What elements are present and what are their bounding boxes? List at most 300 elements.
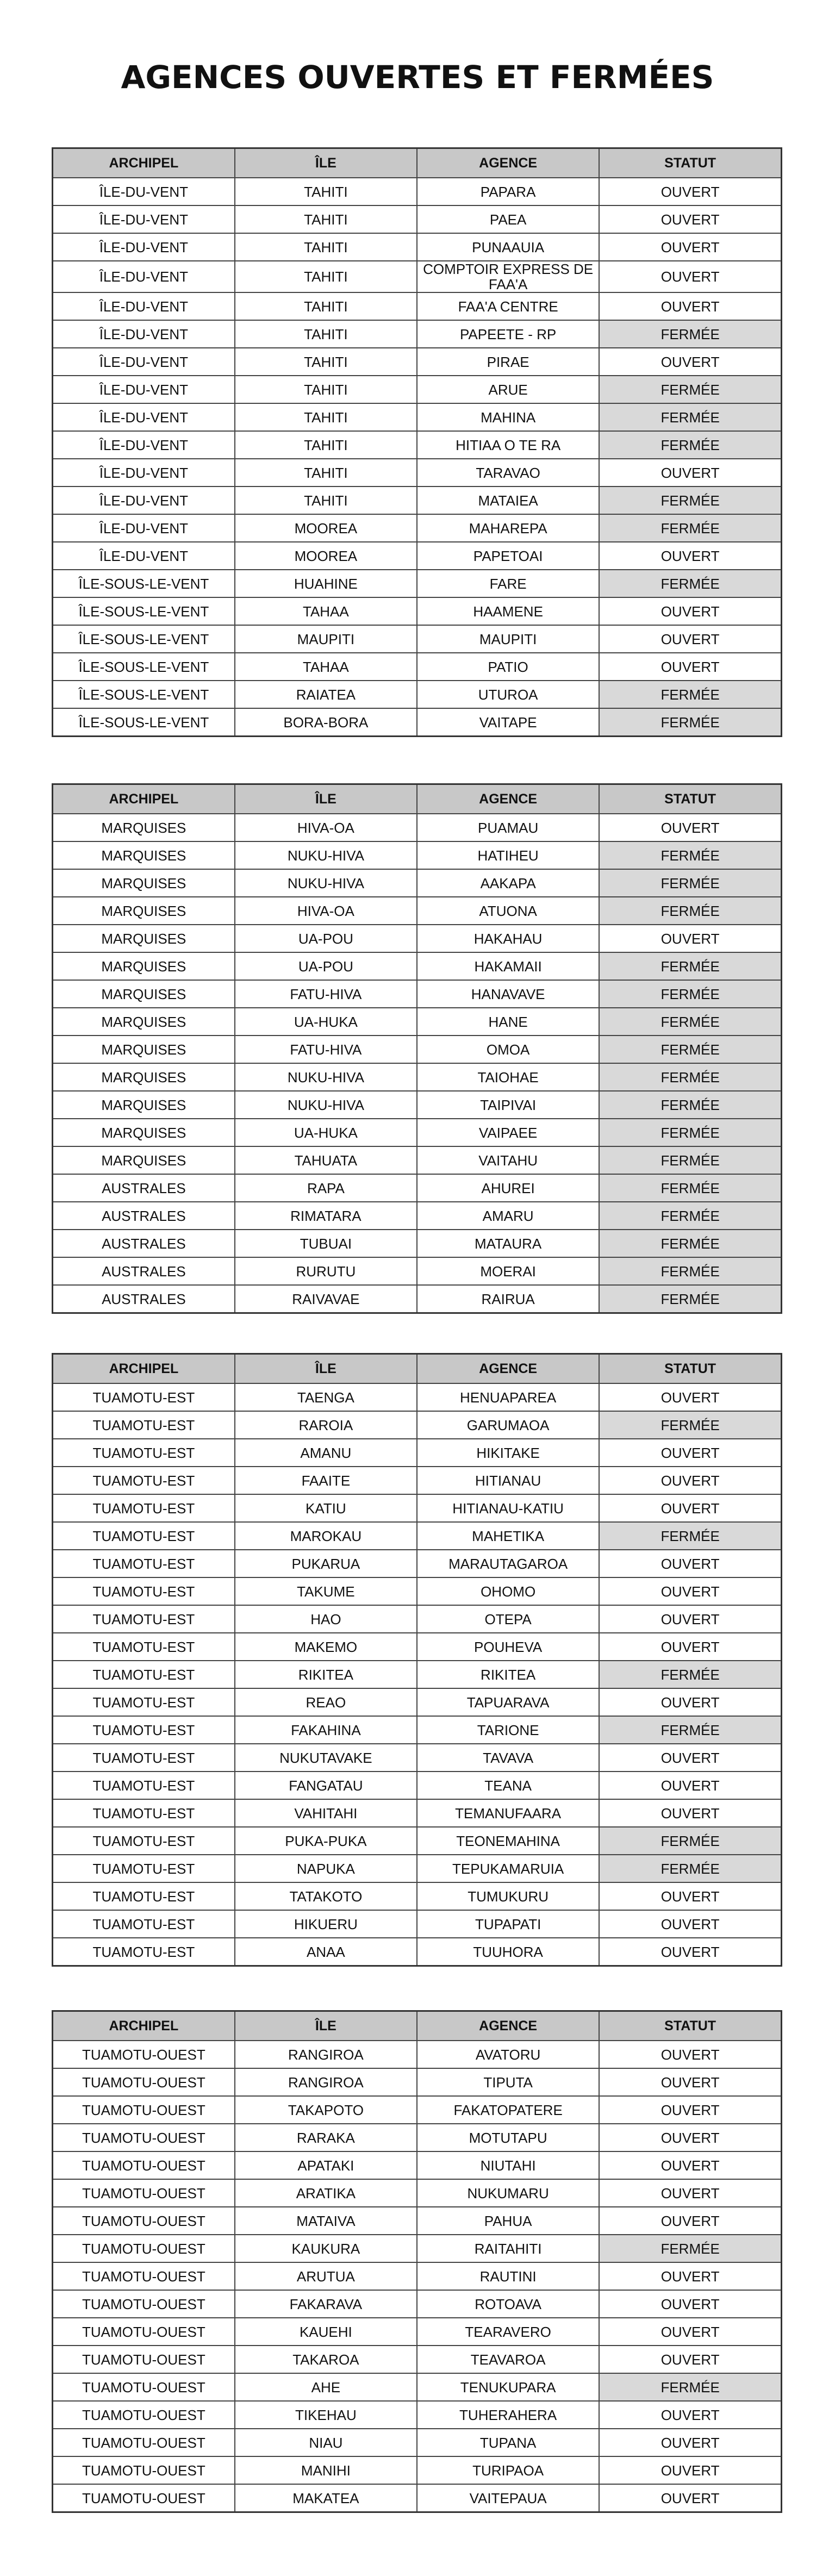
table-row <box>53 841 782 869</box>
cell-agence: TARIONE <box>417 1716 599 1744</box>
cell-agence: TARAVAO <box>417 459 599 486</box>
table-row <box>53 178 782 205</box>
cell-archipel: MARQUISES <box>53 952 235 980</box>
cell-agence: MOERAI <box>417 1257 599 1285</box>
cell-archipel: ÎLE-DU-VENT <box>53 292 235 320</box>
cell-ile: RAROIA <box>235 1411 417 1439</box>
table-row <box>53 1146 782 1174</box>
cell-ile: KAUKURA <box>235 2235 417 2262</box>
cell-archipel: TUAMOTU-EST <box>53 1633 235 1661</box>
cell-agence: AAKAPA <box>417 869 599 897</box>
table-header-row <box>53 2011 782 2041</box>
cell-statut: OUVERT <box>599 205 781 233</box>
cell-agence: HANE <box>417 1008 599 1036</box>
table-row <box>53 2068 782 2096</box>
cell-statut: FERMÉE <box>599 1036 781 1063</box>
cell-ile: FATU-HIVA <box>235 1036 417 1063</box>
cell-archipel: ÎLE-DU-VENT <box>53 261 235 292</box>
table-row <box>53 233 782 261</box>
cell-statut: OUVERT <box>599 1744 781 1772</box>
table-row <box>53 1827 782 1855</box>
cell-statut: FERMÉE <box>599 1522 781 1550</box>
cell-archipel: ÎLE-DU-VENT <box>53 459 235 486</box>
cell-archipel: TUAMOTU-OUEST <box>53 2346 235 2373</box>
header-statut: STATUT <box>599 784 781 814</box>
table-header-row <box>53 148 782 178</box>
cell-ile: TAHITI <box>235 292 417 320</box>
cell-ile: TAKAROA <box>235 2346 417 2373</box>
cell-agence: POUHEVA <box>417 1633 599 1661</box>
cell-statut: FERMÉE <box>599 1230 781 1257</box>
cell-ile: ARUTUA <box>235 2262 417 2290</box>
table-row <box>53 1119 782 1146</box>
table-row <box>53 205 782 233</box>
table-row <box>53 625 782 653</box>
cell-statut: OUVERT <box>599 2068 781 2096</box>
cell-statut: OUVERT <box>599 1550 781 1577</box>
cell-archipel: ÎLE-DU-VENT <box>53 320 235 348</box>
cell-statut: FERMÉE <box>599 841 781 869</box>
cell-agence: TENUKUPARA <box>417 2373 599 2401</box>
cell-ile: HIKUERU <box>235 1910 417 1938</box>
cell-statut: OUVERT <box>599 542 781 570</box>
cell-statut: FERMÉE <box>599 1091 781 1119</box>
cell-agence: UTUROA <box>417 681 599 708</box>
cell-archipel: MARQUISES <box>53 1063 235 1091</box>
cell-agence: HANAVAVE <box>417 980 599 1008</box>
cell-statut: OUVERT <box>599 1383 781 1411</box>
cell-ile: TAHITI <box>235 459 417 486</box>
header-archipel: ARCHIPEL <box>53 1354 235 1384</box>
cell-archipel: MARQUISES <box>53 814 235 841</box>
cell-agence: ATUONA <box>417 897 599 925</box>
table-tuamotu-ouest <box>52 2010 782 2513</box>
cell-agence: PATIO <box>417 653 599 681</box>
cell-ile: FAKARAVA <box>235 2290 417 2318</box>
cell-archipel: TUAMOTU-EST <box>53 1550 235 1577</box>
cell-agence: NIUTAHI <box>417 2151 599 2179</box>
cell-statut: OUVERT <box>599 2484 781 2512</box>
header-agence: AGENCE <box>417 148 599 178</box>
cell-archipel: AUSTRALES <box>53 1230 235 1257</box>
cell-ile: TAHITI <box>235 348 417 376</box>
table-row <box>53 1633 782 1661</box>
header-statut: STATUT <box>599 2011 781 2041</box>
cell-ile: UA-HUKA <box>235 1008 417 1036</box>
table-row <box>53 2318 782 2346</box>
header-statut: STATUT <box>599 148 781 178</box>
cell-archipel: TUAMOTU-EST <box>53 1910 235 1938</box>
table-row <box>53 376 782 403</box>
table-row <box>53 1439 782 1467</box>
cell-archipel: TUAMOTU-OUEST <box>53 2484 235 2512</box>
table-row <box>53 1716 782 1744</box>
table-row <box>53 431 782 459</box>
cell-statut: OUVERT <box>599 2318 781 2346</box>
cell-statut: FERMÉE <box>599 376 781 403</box>
cell-statut: OUVERT <box>599 1577 781 1605</box>
cell-ile: PUKA-PUKA <box>235 1827 417 1855</box>
table-row <box>53 897 782 925</box>
cell-agence: PUNAAUIA <box>417 233 599 261</box>
table-row <box>53 459 782 486</box>
table-row <box>53 1091 782 1119</box>
cell-ile: UA-HUKA <box>235 1119 417 1146</box>
cell-agence: VAIPAEE <box>417 1119 599 1146</box>
cell-archipel: MARQUISES <box>53 1008 235 1036</box>
cell-archipel: TUAMOTU-EST <box>53 1661 235 1688</box>
cell-agence: AVATORU <box>417 2041 599 2068</box>
cell-archipel: TUAMOTU-OUEST <box>53 2318 235 2346</box>
cell-ile: UA-POU <box>235 952 417 980</box>
cell-archipel: TUAMOTU-EST <box>53 1688 235 1716</box>
cell-ile: PUKARUA <box>235 1550 417 1577</box>
cell-archipel: TUAMOTU-EST <box>53 1744 235 1772</box>
cell-statut: OUVERT <box>599 1439 781 1467</box>
cell-archipel: TUAMOTU-EST <box>53 1882 235 1910</box>
cell-statut: OUVERT <box>599 597 781 625</box>
cell-ile: TATAKOTO <box>235 1882 417 1910</box>
cell-archipel: AUSTRALES <box>53 1285 235 1313</box>
cell-archipel: ÎLE-SOUS-LE-VENT <box>53 625 235 653</box>
table-row <box>53 1494 782 1522</box>
cell-agence: RAIRUA <box>417 1285 599 1313</box>
cell-archipel: TUAMOTU-OUEST <box>53 2456 235 2484</box>
cell-agence: TUUHORA <box>417 1938 599 1966</box>
cell-statut: OUVERT <box>599 625 781 653</box>
cell-archipel: TUAMOTU-EST <box>53 1577 235 1605</box>
cell-statut: FERMÉE <box>599 514 781 542</box>
cell-agence: PAPARA <box>417 178 599 205</box>
cell-ile: TAHITI <box>235 431 417 459</box>
cell-statut: FERMÉE <box>599 403 781 431</box>
header-ile: ÎLE <box>235 1354 417 1384</box>
cell-ile: MANIHI <box>235 2456 417 2484</box>
cell-statut: OUVERT <box>599 925 781 952</box>
cell-agence: MAHAREPA <box>417 514 599 542</box>
cell-archipel: TUAMOTU-EST <box>53 1827 235 1855</box>
cell-statut: OUVERT <box>599 2456 781 2484</box>
cell-archipel: ÎLE-SOUS-LE-VENT <box>53 708 235 737</box>
table-row <box>53 348 782 376</box>
cell-agence: MAHINA <box>417 403 599 431</box>
cell-agence: HIKITAKE <box>417 1439 599 1467</box>
cell-ile: KAUEHI <box>235 2318 417 2346</box>
cell-agence: FAKATOPATERE <box>417 2096 599 2124</box>
table-row <box>53 1661 782 1688</box>
cell-statut: OUVERT <box>599 2429 781 2456</box>
cell-archipel: TUAMOTU-OUEST <box>53 2401 235 2429</box>
cell-archipel: ÎLE-DU-VENT <box>53 542 235 570</box>
cell-archipel: TUAMOTU-EST <box>53 1467 235 1494</box>
cell-ile: MOOREA <box>235 542 417 570</box>
table-row <box>53 1550 782 1577</box>
cell-ile: ANAA <box>235 1938 417 1966</box>
cell-ile: RANGIROA <box>235 2068 417 2096</box>
cell-statut: FERMÉE <box>599 1827 781 1855</box>
cell-agence: COMPTOIR EXPRESS DE FAA'A <box>417 261 599 292</box>
table-row <box>53 403 782 431</box>
cell-archipel: TUAMOTU-OUEST <box>53 2179 235 2207</box>
cell-ile: HIVA-OA <box>235 897 417 925</box>
table-row <box>53 1063 782 1091</box>
cell-archipel: TUAMOTU-EST <box>53 1383 235 1411</box>
cell-archipel: MARQUISES <box>53 869 235 897</box>
table-row <box>53 514 782 542</box>
cell-ile: RAIVAVAE <box>235 1285 417 1313</box>
table-row <box>53 570 782 597</box>
cell-agence: RAITAHITI <box>417 2235 599 2262</box>
cell-statut: FERMÉE <box>599 1063 781 1091</box>
cell-statut: OUVERT <box>599 1688 781 1716</box>
cell-statut: OUVERT <box>599 1938 781 1966</box>
cell-archipel: ÎLE-DU-VENT <box>53 178 235 205</box>
cell-archipel: TUAMOTU-EST <box>53 1716 235 1744</box>
cell-archipel: TUAMOTU-OUEST <box>53 2290 235 2318</box>
cell-statut: FERMÉE <box>599 1119 781 1146</box>
cell-ile: FAKAHINA <box>235 1716 417 1744</box>
cell-statut: OUVERT <box>599 2179 781 2207</box>
cell-statut: FERMÉE <box>599 1008 781 1036</box>
header-statut: STATUT <box>599 1354 781 1384</box>
table-row <box>53 1383 782 1411</box>
table-tuamotu-est <box>52 1353 782 1967</box>
cell-statut: FERMÉE <box>599 1146 781 1174</box>
cell-agence: VAITEPAUA <box>417 2484 599 2512</box>
cell-agence: MATAURA <box>417 1230 599 1257</box>
cell-agence: FAA'A CENTRE <box>417 292 599 320</box>
cell-statut: FERMÉE <box>599 1174 781 1202</box>
cell-ile: HUAHINE <box>235 570 417 597</box>
cell-statut: OUVERT <box>599 2401 781 2429</box>
cell-ile: TAHUATA <box>235 1146 417 1174</box>
table-row <box>53 1522 782 1550</box>
table-row <box>53 2124 782 2151</box>
cell-agence: HENUAPAREA <box>417 1383 599 1411</box>
table-row <box>53 1174 782 1202</box>
cell-agence: TEONEMAHINA <box>417 1827 599 1855</box>
cell-statut: OUVERT <box>599 653 781 681</box>
cell-statut: FERMÉE <box>599 2373 781 2401</box>
cell-agence: HATIHEU <box>417 841 599 869</box>
cell-ile: TAHITI <box>235 376 417 403</box>
cell-agence: ARUE <box>417 376 599 403</box>
cell-statut: FERMÉE <box>599 897 781 925</box>
cell-agence: VAITAHU <box>417 1146 599 1174</box>
cell-archipel: MARQUISES <box>53 1119 235 1146</box>
header-archipel: ARCHIPEL <box>53 2011 235 2041</box>
page-title: AGENCES OUVERTES ET FERMÉES <box>121 59 714 96</box>
cell-agence: NUKUMARU <box>417 2179 599 2207</box>
cell-archipel: TUAMOTU-OUEST <box>53 2068 235 2096</box>
header-agence: AGENCE <box>417 1354 599 1384</box>
cell-archipel: MARQUISES <box>53 1091 235 1119</box>
cell-ile: BORA-BORA <box>235 708 417 737</box>
header-agence: AGENCE <box>417 784 599 814</box>
cell-statut: FERMÉE <box>599 980 781 1008</box>
cell-statut: OUVERT <box>599 2041 781 2068</box>
table-row <box>53 653 782 681</box>
cell-agence: OHOMO <box>417 1577 599 1605</box>
cell-archipel: TUAMOTU-EST <box>53 1494 235 1522</box>
cell-agence: ROTOAVA <box>417 2290 599 2318</box>
cell-ile: REAO <box>235 1688 417 1716</box>
cell-archipel: ÎLE-DU-VENT <box>53 486 235 514</box>
cell-agence: MOTUTAPU <box>417 2124 599 2151</box>
cell-ile: MAKEMO <box>235 1633 417 1661</box>
cell-archipel: TUAMOTU-OUEST <box>53 2373 235 2401</box>
table-row <box>53 1855 782 1882</box>
cell-agence: TAIPIVAI <box>417 1091 599 1119</box>
cell-agence: TEAVAROA <box>417 2346 599 2373</box>
header-ile: ÎLE <box>235 2011 417 2041</box>
cell-ile: KATIU <box>235 1494 417 1522</box>
cell-ile: UA-POU <box>235 925 417 952</box>
table-row <box>53 542 782 570</box>
cell-archipel: ÎLE-DU-VENT <box>53 348 235 376</box>
cell-archipel: TUAMOTU-EST <box>53 1411 235 1439</box>
cell-ile: RANGIROA <box>235 2041 417 2068</box>
table-row <box>53 2096 782 2124</box>
cell-statut: OUVERT <box>599 2207 781 2235</box>
table-header-row <box>53 1354 782 1384</box>
cell-agence: MAUPITI <box>417 625 599 653</box>
table-row <box>53 869 782 897</box>
cell-archipel: AUSTRALES <box>53 1174 235 1202</box>
header-ile: ÎLE <box>235 784 417 814</box>
cell-archipel: MARQUISES <box>53 925 235 952</box>
table-row <box>53 1008 782 1036</box>
cell-archipel: TUAMOTU-EST <box>53 1605 235 1633</box>
cell-statut: OUVERT <box>599 1799 781 1827</box>
cell-ile: AMANU <box>235 1439 417 1467</box>
cell-archipel: TUAMOTU-OUEST <box>53 2235 235 2262</box>
cell-statut: OUVERT <box>599 459 781 486</box>
cell-archipel: ÎLE-DU-VENT <box>53 376 235 403</box>
cell-statut: OUVERT <box>599 1605 781 1633</box>
cell-statut: FERMÉE <box>599 2235 781 2262</box>
cell-statut: FERMÉE <box>599 1257 781 1285</box>
cell-statut: OUVERT <box>599 233 781 261</box>
table-row <box>53 952 782 980</box>
table-row <box>53 1411 782 1439</box>
cell-agence: AHUREI <box>417 1174 599 1202</box>
cell-ile: TAHITI <box>235 486 417 514</box>
cell-ile: HAO <box>235 1605 417 1633</box>
cell-ile: TIKEHAU <box>235 2401 417 2429</box>
header-archipel: ARCHIPEL <box>53 784 235 814</box>
table-row <box>53 1202 782 1230</box>
table-row <box>53 2290 782 2318</box>
table-row <box>53 2484 782 2512</box>
cell-ile: FANGATAU <box>235 1772 417 1799</box>
cell-archipel: TUAMOTU-EST <box>53 1799 235 1827</box>
cell-ile: RURUTU <box>235 1257 417 1285</box>
cell-archipel: ÎLE-SOUS-LE-VENT <box>53 681 235 708</box>
cell-statut: OUVERT <box>599 2290 781 2318</box>
cell-agence: TUPANA <box>417 2429 599 2456</box>
cell-statut: OUVERT <box>599 1772 781 1799</box>
cell-archipel: MARQUISES <box>53 897 235 925</box>
cell-agence: PAHUA <box>417 2207 599 2235</box>
cell-statut: OUVERT <box>599 2096 781 2124</box>
cell-ile: TAHITI <box>235 205 417 233</box>
table-row <box>53 1257 782 1285</box>
cell-ile: TAHITI <box>235 261 417 292</box>
cell-archipel: TUAMOTU-EST <box>53 1522 235 1550</box>
cell-agence: PAEA <box>417 205 599 233</box>
cell-ile: TAHITI <box>235 178 417 205</box>
cell-archipel: TUAMOTU-OUEST <box>53 2207 235 2235</box>
cell-archipel: TUAMOTU-EST <box>53 1772 235 1799</box>
cell-ile: NAPUKA <box>235 1855 417 1882</box>
table-header-row <box>53 784 782 814</box>
cell-agence: VAITAPE <box>417 708 599 737</box>
cell-ile: FATU-HIVA <box>235 980 417 1008</box>
table-row <box>53 980 782 1008</box>
cell-statut: FERMÉE <box>599 1285 781 1313</box>
table-row <box>53 1882 782 1910</box>
table-row <box>53 2456 782 2484</box>
table-iles-du-vent-sous-le-vent <box>52 147 782 737</box>
cell-agence: RAUTINI <box>417 2262 599 2290</box>
cell-agence: MARAUTAGAROA <box>417 1550 599 1577</box>
table-row <box>53 1605 782 1633</box>
cell-statut: OUVERT <box>599 2151 781 2179</box>
table-row <box>53 814 782 841</box>
cell-statut: FERMÉE <box>599 1855 781 1882</box>
cell-statut: OUVERT <box>599 1633 781 1661</box>
table-row <box>53 708 782 737</box>
cell-archipel: ÎLE-DU-VENT <box>53 514 235 542</box>
cell-statut: FERMÉE <box>599 869 781 897</box>
table-row <box>53 2373 782 2401</box>
cell-archipel: ÎLE-DU-VENT <box>53 205 235 233</box>
cell-agence: GARUMAOA <box>417 1411 599 1439</box>
cell-ile: TAHAA <box>235 597 417 625</box>
cell-agence: MAHETIKA <box>417 1522 599 1550</box>
cell-statut: FERMÉE <box>599 1661 781 1688</box>
table-row <box>53 1230 782 1257</box>
cell-agence: PIRAE <box>417 348 599 376</box>
cell-ile: FAAITE <box>235 1467 417 1494</box>
cell-agence: TAVAVA <box>417 1744 599 1772</box>
table-row <box>53 320 782 348</box>
cell-archipel: TUAMOTU-EST <box>53 1439 235 1467</box>
table-row <box>53 1772 782 1799</box>
table-row <box>53 2207 782 2235</box>
table-row <box>53 1799 782 1827</box>
table-row <box>53 1688 782 1716</box>
cell-statut: FERMÉE <box>599 708 781 737</box>
cell-ile: RARAKA <box>235 2124 417 2151</box>
cell-ile: TAHITI <box>235 320 417 348</box>
cell-archipel: MARQUISES <box>53 1036 235 1063</box>
table-row <box>53 2235 782 2262</box>
cell-agence: FARE <box>417 570 599 597</box>
cell-agence: TUHERAHERA <box>417 2401 599 2429</box>
header-agence: AGENCE <box>417 2011 599 2041</box>
cell-agence: TURIPAOA <box>417 2456 599 2484</box>
table-row <box>53 2401 782 2429</box>
table-row <box>53 1938 782 1966</box>
table-marquises-australes <box>52 783 782 1314</box>
cell-agence: MATAIEA <box>417 486 599 514</box>
table-row <box>53 2262 782 2290</box>
cell-archipel: TUAMOTU-OUEST <box>53 2151 235 2179</box>
cell-statut: OUVERT <box>599 2124 781 2151</box>
header-ile: ÎLE <box>235 148 417 178</box>
